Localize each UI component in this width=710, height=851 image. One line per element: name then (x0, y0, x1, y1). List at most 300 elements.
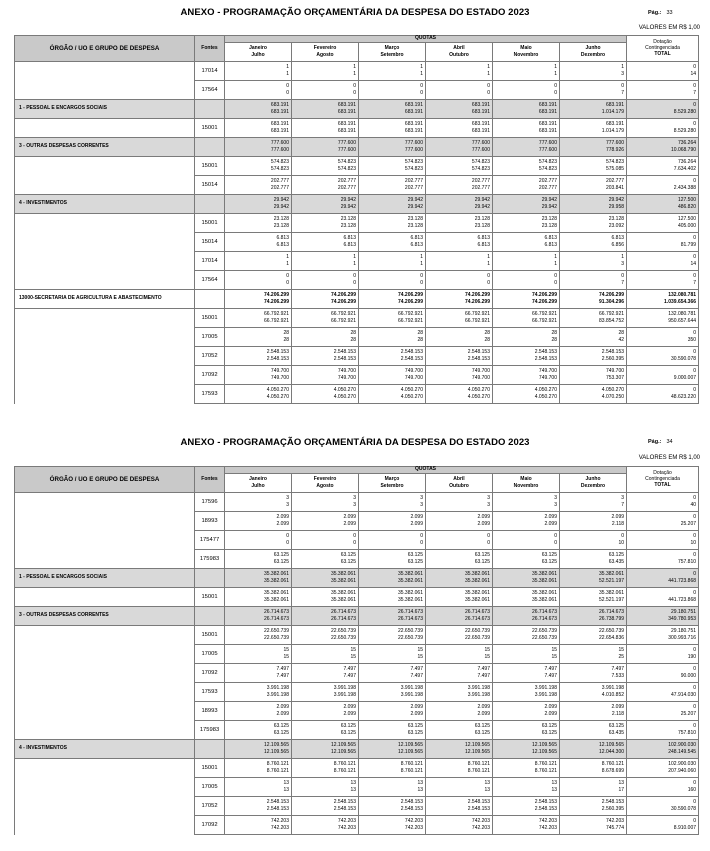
row-label-empty (15, 385, 195, 404)
value-line: 2.099 (611, 514, 625, 520)
value-line: 35.382.061 (397, 571, 423, 577)
value-cell (225, 588, 292, 607)
value-line: 74.206.299 (397, 292, 423, 298)
value-line: 3 (487, 502, 490, 508)
col-header-month (426, 43, 493, 62)
value-line: 683.191 (337, 121, 356, 127)
value-line: 23.128 (340, 223, 356, 229)
value-line: 2.118 (611, 521, 625, 527)
month-label: Fevereiro (313, 45, 337, 51)
row-label-empty (15, 62, 195, 81)
value-line: 15 (484, 647, 490, 653)
row-label-empty (15, 81, 195, 100)
value-cell (426, 290, 493, 309)
value-line: 1.014.179 (601, 128, 625, 134)
value-line: 23.128 (407, 216, 423, 222)
value-cell (493, 531, 560, 550)
value-cell (292, 81, 359, 100)
value-line: 63.435 (608, 730, 625, 736)
fonte-code: 175477 (195, 531, 225, 550)
value-line: 4.050.270 (534, 394, 557, 400)
value-line: 683.191 (337, 102, 356, 108)
value-line: 15 (551, 654, 557, 660)
value-line: 90.000 (680, 673, 697, 679)
value-line: 29.942 (407, 197, 423, 203)
value-line: 22.650.739 (599, 628, 625, 634)
value-line: 26.714.673 (263, 609, 289, 615)
dotacao-line: Contingenciada (645, 476, 680, 482)
value-line: 0 (554, 540, 557, 546)
value-line: 8.760.121 (333, 761, 356, 767)
fonte-code (195, 195, 225, 214)
value-cell (292, 328, 359, 347)
value-line: 0 (420, 533, 423, 539)
row-label-empty (15, 214, 195, 233)
value-line: 66.792.921 (397, 318, 423, 324)
value-line: 63.125 (273, 730, 289, 736)
value-line: 13 (484, 780, 490, 786)
value-cell (225, 81, 292, 100)
value-cell (292, 271, 359, 290)
table-row (15, 740, 699, 759)
value-line: 0 (286, 83, 289, 89)
table-row (15, 664, 699, 683)
month-label: Agosto (316, 52, 334, 58)
value-line: 66.792.921 (531, 318, 557, 324)
value-cell (560, 252, 627, 271)
value-line: 3 (420, 502, 423, 508)
value-cell (426, 309, 493, 328)
page-title: ANEXO - PROGRAMAÇÃO ORÇAMENTÁRIA DA DESPESA DO ESTADO 2023 (180, 437, 530, 448)
fonte-code: 15001 (195, 309, 225, 328)
value-line: 2.548.153 (534, 799, 557, 805)
fonte-code: 15001 (195, 759, 225, 778)
value-line: 10 (618, 540, 625, 546)
value-line: 757.810 (677, 730, 697, 736)
value-cell (560, 290, 627, 309)
value-cell (493, 683, 560, 702)
value-line: 574.823 (404, 159, 423, 165)
value-line: 23.128 (474, 223, 490, 229)
value-line: 349.780.953 (668, 616, 697, 622)
value-cell (627, 100, 699, 119)
col-header-fontes: Fontes (195, 36, 225, 62)
value-line: 22.650.739 (263, 635, 289, 641)
value-cell (426, 81, 493, 100)
value-line: 7 (693, 280, 697, 286)
value-line: 207.940.060 (668, 768, 697, 774)
value-cell (627, 252, 699, 271)
row-label: 3 - OUTRAS DESPESAS CORRENTES (15, 138, 195, 157)
value-line: 29.942 (340, 204, 356, 210)
value-line: 52.521.197 (599, 597, 625, 603)
fonte-code: 18993 (195, 512, 225, 531)
table-row (15, 347, 699, 366)
value-cell (560, 347, 627, 366)
value-line: 13 (417, 780, 423, 786)
value-cell (493, 157, 560, 176)
value-line: 12.109.565 (464, 749, 490, 755)
value-line: 1 (621, 64, 625, 70)
month-label: Novembro (513, 52, 539, 58)
value-line: 22.650.739 (531, 635, 557, 641)
value-line: 6.856 (611, 242, 625, 248)
row-label-empty (15, 626, 195, 645)
value-line: 23.128 (340, 216, 356, 222)
value-cell (292, 531, 359, 550)
fonte-code: 17593 (195, 385, 225, 404)
value-line: 2.099 (276, 711, 289, 717)
value-cell (359, 664, 426, 683)
value-line: 202.777 (471, 178, 490, 184)
fonte-code: 17092 (195, 816, 225, 835)
value-cell (560, 531, 627, 550)
row-label-empty (15, 683, 195, 702)
value-line: 574.823 (404, 166, 423, 172)
row-label-empty (15, 328, 195, 347)
value-line: 0 (420, 540, 423, 546)
value-line: 2.099 (276, 521, 289, 527)
value-line: 66.792.921 (397, 311, 423, 317)
value-line: 3 (420, 495, 423, 501)
value-line: 1 (286, 254, 289, 260)
value-line: 0 (693, 647, 697, 653)
value-line: 22.650.739 (464, 628, 490, 634)
value-cell (426, 740, 493, 759)
month-label: Abril (453, 45, 465, 51)
value-line: 1 (420, 64, 423, 70)
row-label-empty (15, 645, 195, 664)
value-line: 2.548.153 (467, 806, 490, 812)
value-line: 81.799 (680, 242, 697, 248)
value-cell (560, 328, 627, 347)
value-line: 3 (286, 502, 289, 508)
value-line: 22.650.739 (464, 635, 490, 641)
value-cell (292, 309, 359, 328)
value-cell (292, 290, 359, 309)
value-line: 63.125 (407, 552, 423, 558)
value-line: 7.497 (276, 673, 289, 679)
month-label: Outubro (449, 52, 469, 58)
value-line: 777.600 (538, 147, 557, 153)
value-line: 3 (286, 495, 289, 501)
table-row (15, 195, 699, 214)
value-line: 574.823 (605, 159, 625, 165)
value-line: 15 (283, 654, 289, 660)
value-cell (493, 328, 560, 347)
value-cell (426, 702, 493, 721)
value-line: 3 (621, 71, 625, 77)
value-line: 3 (554, 502, 557, 508)
value-line: 4.050.270 (534, 387, 557, 393)
value-line: 3 (353, 495, 356, 501)
value-line: 0 (420, 280, 423, 286)
value-line: 190 (687, 654, 697, 660)
value-cell (292, 233, 359, 252)
value-cell (493, 138, 560, 157)
value-cell (359, 366, 426, 385)
value-line: 63.125 (541, 723, 557, 729)
value-line: 26.714.673 (531, 616, 557, 622)
value-line: 683.191 (270, 121, 289, 127)
table-row (15, 778, 699, 797)
value-cell (627, 214, 699, 233)
value-line: 683.191 (605, 102, 625, 108)
table-row (15, 531, 699, 550)
value-line: 0 (693, 666, 697, 672)
value-line: 63.125 (340, 559, 356, 565)
table-row (15, 702, 699, 721)
value-cell (493, 493, 560, 512)
value-cell (359, 271, 426, 290)
value-line: 28 (283, 337, 289, 343)
value-line: 7.497 (276, 666, 289, 672)
value-line: 0 (693, 704, 697, 710)
value-line: 7.497 (343, 673, 356, 679)
value-line: 777.600 (404, 147, 423, 153)
value-line: 2.099 (410, 704, 423, 710)
value-cell (426, 645, 493, 664)
value-cell (560, 569, 627, 588)
value-cell (627, 569, 699, 588)
value-line: 35.382.061 (464, 590, 490, 596)
value-line: 13 (350, 787, 356, 793)
value-cell (225, 328, 292, 347)
value-cell (426, 512, 493, 531)
value-line: 1 (621, 254, 625, 260)
value-line: 0 (487, 273, 490, 279)
value-line: 2.548.153 (601, 799, 625, 805)
fonte-code: 15001 (195, 214, 225, 233)
fonte-code: 175983 (195, 721, 225, 740)
value-cell (493, 588, 560, 607)
value-cell (359, 607, 426, 626)
value-line: 3 (621, 261, 625, 267)
value-line: 3 (487, 495, 490, 501)
value-line: 12.109.565 (397, 749, 423, 755)
value-cell (292, 512, 359, 531)
value-line: 2.548.153 (400, 806, 423, 812)
value-line: 8.760.121 (400, 768, 423, 774)
value-line: 3 (353, 502, 356, 508)
row-label-empty (15, 721, 195, 740)
value-cell (225, 683, 292, 702)
value-line: 3.991.198 (467, 692, 490, 698)
value-cell (225, 176, 292, 195)
value-cell (627, 797, 699, 816)
value-line: 1 (286, 71, 289, 77)
value-line: 2.099 (276, 704, 289, 710)
row-label-empty (15, 759, 195, 778)
value-line: 486.820 (677, 204, 697, 210)
value-line: 15 (350, 654, 356, 660)
value-line: 2.099 (544, 521, 557, 527)
value-line: 29.942 (608, 197, 625, 203)
value-line: 2.548.153 (467, 349, 490, 355)
value-line: 66.792.921 (464, 311, 490, 317)
value-cell (292, 100, 359, 119)
value-line: 10.068.790 (671, 147, 697, 153)
value-line: 66.792.921 (263, 318, 289, 324)
page-number-label: Pág.: 33 (648, 10, 673, 16)
value-line: 742.203 (538, 825, 557, 831)
value-line: 28 (417, 337, 423, 343)
value-line: 1.014.179 (601, 109, 625, 115)
value-line: 17 (618, 787, 625, 793)
value-line: 74.206.299 (330, 299, 356, 305)
value-cell (292, 366, 359, 385)
value-line: 0 (554, 533, 557, 539)
value-line: 2.548.153 (266, 806, 289, 812)
value-cell (493, 62, 560, 81)
value-cell (493, 309, 560, 328)
value-cell (493, 100, 560, 119)
row-label-empty (15, 588, 195, 607)
value-line: 35.382.061 (531, 590, 557, 596)
value-line: 63.125 (608, 552, 625, 558)
value-cell (359, 290, 426, 309)
value-line: 777.600 (471, 140, 490, 146)
value-line: 12.109.565 (531, 742, 557, 748)
value-cell (359, 195, 426, 214)
value-line: 28 (283, 330, 289, 336)
value-cell (627, 702, 699, 721)
value-line: 0 (693, 64, 697, 70)
value-cell (292, 588, 359, 607)
value-cell (225, 195, 292, 214)
value-line: 35.382.061 (531, 571, 557, 577)
currency-note: VALORES EM R$ 1,00 (638, 25, 700, 31)
value-line: 683.191 (471, 102, 490, 108)
value-line: 749.700 (538, 368, 557, 374)
value-line: 0 (693, 235, 697, 241)
row-label: 1 - PESSOAL E ENCARGOS SOCIAIS (15, 569, 195, 588)
value-line: 0 (693, 590, 697, 596)
table-row (15, 81, 699, 100)
value-line: 13 (484, 787, 490, 793)
value-line: 74.206.299 (531, 299, 557, 305)
value-line: 29.180.751 (671, 609, 697, 615)
table-row (15, 214, 699, 233)
value-line: 63.125 (273, 723, 289, 729)
value-line: 202.777 (471, 185, 490, 191)
value-cell (627, 119, 699, 138)
value-line: 8.529.280 (673, 109, 697, 115)
value-cell (493, 645, 560, 664)
value-line: 29.958 (608, 204, 625, 210)
value-line: 0 (693, 368, 697, 374)
value-line: 63.125 (474, 730, 490, 736)
month-label: Junho (585, 45, 601, 51)
value-cell (426, 778, 493, 797)
value-line: 6.813 (544, 235, 557, 241)
value-line: 63.125 (273, 559, 289, 565)
value-line: 0 (693, 178, 697, 184)
row-label-empty (15, 493, 195, 512)
value-line: 2.099 (343, 521, 356, 527)
value-line: 683.191 (337, 128, 356, 134)
fonte-code (195, 740, 225, 759)
value-line: 28 (350, 337, 356, 343)
value-line: 683.191 (337, 109, 356, 115)
month-label: Agosto (316, 483, 334, 489)
fonte-code (195, 138, 225, 157)
value-cell (359, 778, 426, 797)
value-line: 23.128 (608, 216, 625, 222)
value-cell (225, 347, 292, 366)
value-line: 6.813 (544, 242, 557, 248)
col-header-month (493, 474, 560, 493)
value-line: 575.085 (605, 166, 625, 172)
value-cell (292, 550, 359, 569)
fonte-code: 17593 (195, 683, 225, 702)
value-cell (225, 759, 292, 778)
value-line: 3.991.198 (333, 692, 356, 698)
value-cell (359, 531, 426, 550)
month-label: Setembro (380, 483, 404, 489)
value-line: 2.099 (410, 521, 423, 527)
value-line: 777.600 (337, 140, 356, 146)
row-label: 13000-SECRETARIA DE AGRICULTURA E ABASTECIMENTO (15, 290, 195, 309)
value-line: 74.206.299 (263, 292, 289, 298)
value-cell (359, 721, 426, 740)
value-line: 1 (286, 64, 289, 70)
value-line: 13 (350, 780, 356, 786)
row-label-empty (15, 157, 195, 176)
value-cell (560, 62, 627, 81)
value-cell (560, 588, 627, 607)
row-label: 1 - PESSOAL E ENCARGOS SOCIAIS (15, 100, 195, 119)
value-line: 29.942 (541, 204, 557, 210)
value-cell (359, 347, 426, 366)
row-label-empty (15, 252, 195, 271)
value-line: 749.700 (538, 375, 557, 381)
value-line: 2.099 (477, 514, 490, 520)
value-line: 683.191 (538, 109, 557, 115)
month-label: Março (384, 45, 400, 51)
month-label: Maio (520, 45, 532, 51)
value-cell (627, 778, 699, 797)
value-line: 13 (551, 780, 557, 786)
value-line: 3.991.198 (400, 692, 423, 698)
value-cell (560, 366, 627, 385)
value-cell (627, 588, 699, 607)
value-cell (225, 385, 292, 404)
page-number: 33 (666, 10, 673, 16)
value-line: 66.792.921 (599, 311, 625, 317)
value-line: 66.792.921 (330, 311, 356, 317)
value-cell (627, 664, 699, 683)
value-line: 4.010.852 (601, 692, 625, 698)
value-line: 0 (353, 273, 356, 279)
value-line: 2.099 (544, 704, 557, 710)
value-line: 12.109.565 (330, 742, 356, 748)
value-line: 15 (350, 647, 356, 653)
value-line: 35.382.061 (263, 590, 289, 596)
value-cell (359, 157, 426, 176)
fonte-code: 17014 (195, 62, 225, 81)
value-cell (225, 645, 292, 664)
value-line: 2.099 (477, 704, 490, 710)
value-cell (292, 138, 359, 157)
value-line: 23.128 (541, 216, 557, 222)
value-line: 202.777 (538, 185, 557, 191)
total-label: TOTAL (654, 51, 671, 57)
value-cell (493, 271, 560, 290)
value-line: 0 (554, 280, 557, 286)
value-line: 441.723.868 (668, 597, 697, 603)
value-cell (560, 100, 627, 119)
